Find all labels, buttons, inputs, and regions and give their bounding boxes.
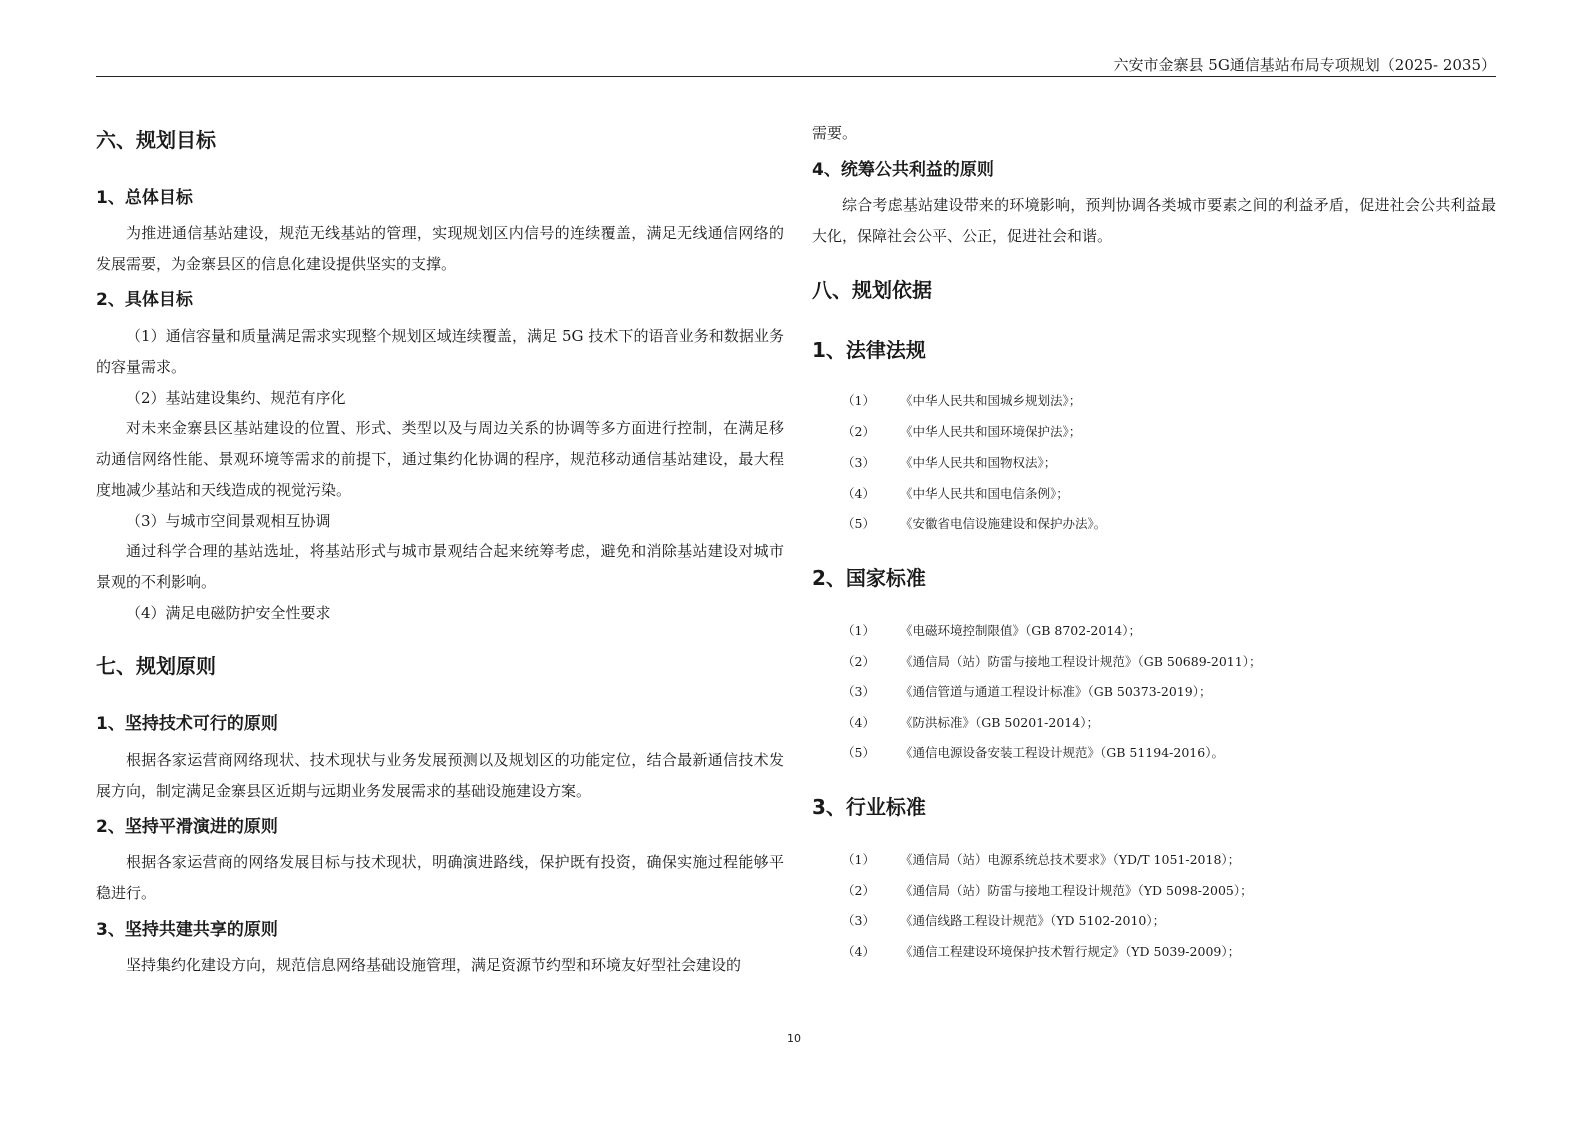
paragraph-co-construction: 坚持集约化建设方向，规范信息网络基础设施管理，满足资源节约型和环境友好型社会建设的: [126, 956, 742, 974]
list-item: （3） 《通信管道与通道工程设计标准》（GB 50373-2019）；: [842, 684, 1212, 699]
list-item: （5） 《安徽省电信设施建设和保护办法》。: [842, 516, 1107, 531]
paragraph-goal-3-title: （3）与城市空间景观相互协调: [126, 512, 331, 530]
paragraph-goal-2-text: 对未来金寨县区基站建设的位置、形式、类型以及与周边关系的协调等多方面进行控制，在满足移动通信网络性能、景观环境等需求的前提下，通过集约化协调的程序，规范移动通信基站建设，最大程度地减少基站和天线造成的视觉污染。: [96, 419, 784, 499]
list-item: （1） 《电磁环境控制限值》（GB 8702-2014）；: [842, 623, 1141, 638]
list-item: （4） 《中华人民共和国电信条例》；: [842, 486, 1069, 501]
subheading-overall-goal: 1、总体目标: [96, 188, 193, 208]
list-item: （4） 《防洪标准》（GB 50201-2014）；: [842, 715, 1099, 730]
paragraph-goal-4-title: （4）满足电磁防护安全性要求: [126, 604, 331, 622]
list-item: （3） 《中华人民共和国物权法》；: [842, 455, 1057, 470]
list-item: （1） 《通信局（站）电源系统总技术要求》（YD/T 1051-2018）；: [842, 852, 1241, 867]
subheading-national-standards: 2、国家标准: [812, 566, 926, 590]
paragraph-public-interest: 综合考虑基站建设带来的环境影响，预判协调各类城市要素之间的利益矛盾，促进社会公共利益最大化，保障社会公平、公正，促进社会和谐。: [812, 196, 1496, 245]
list-item: （5） 《通信电源设备安装工程设计规范》（GB 51194-2016）。: [842, 745, 1224, 760]
paragraph-continuation: 需要。: [812, 124, 858, 142]
page-header: [96, 56, 1496, 77]
list-item: （4） 《通信工程建设环境保护技术暂行规定》（YD 5039-2009）；: [842, 944, 1241, 959]
paragraph-goal-2-title: （2）基站建设集约、规范有序化: [126, 389, 346, 407]
section-heading-8: 八、规划依据: [812, 278, 932, 302]
subheading-co-construction: 3、坚持共建共享的原则: [96, 920, 278, 940]
subheading-technical-feasible: 1、坚持技术可行的原则: [96, 714, 278, 734]
document-title: 六安市金寨县 5G通信基站布局专项规划（2025- 2035）: [1113, 56, 1496, 74]
list-item: （2） 《通信局（站）防雷与接地工程设计规范》（YD 5098-2005）；: [842, 883, 1253, 898]
subheading-smooth-evolution: 2、坚持平滑演进的原则: [96, 817, 278, 837]
subheading-public-interest: 4、统筹公共利益的原则: [812, 160, 994, 180]
subheading-industry-standards: 3、行业标准: [812, 795, 926, 819]
paragraph-goal-1: （1）通信容量和质量满足需求实现整个规划区域连续覆盖，满足 5G 技术下的语音业务和数据业务的容量需求。: [96, 327, 784, 376]
paragraph-overall-goal: 为推进通信基站建设，规范无线基站的管理，实现规划区内信号的连续覆盖，满足无线通信网络的发展需要，为金寨县区的信息化建设提供坚实的支撑。: [96, 224, 784, 273]
list-item: （1） 《中华人民共和国城乡规划法》；: [842, 393, 1082, 408]
paragraph-goal-3-text: 通过科学合理的基站选址，将基站形式与城市景观结合起来统筹考虑，避免和消除基站建设对城市景观的不利影响。: [96, 542, 784, 591]
paragraph-technical-feasible: 根据各家运营商网络现状、技术现状与业务发展预测以及规划区的功能定位，结合最新通信技术发展方向，制定满足金寨县区近期与远期业务发展需求的基础设施建设方案。: [96, 751, 784, 800]
subheading-laws: 1、法律法规: [812, 338, 926, 362]
list-item: （2） 《通信局（站）防雷与接地工程设计规范》（GB 50689-2011）；: [842, 654, 1262, 669]
list-item: （2） 《中华人民共和国环境保护法》；: [842, 424, 1082, 439]
section-heading-6: 六、规划目标: [96, 128, 216, 152]
subheading-specific-goals: 2、具体目标: [96, 290, 193, 310]
paragraph-smooth-evolution: 根据各家运营商的网络发展目标与技术现状，明确演进路线，保护既有投资，确保实施过程能够平稳进行。: [96, 853, 784, 902]
section-heading-7: 七、规划原则: [96, 654, 216, 678]
list-item: （3） 《通信线路工程设计规范》（YD 5102-2010）；: [842, 913, 1166, 928]
page-number: 10: [787, 1032, 801, 1045]
